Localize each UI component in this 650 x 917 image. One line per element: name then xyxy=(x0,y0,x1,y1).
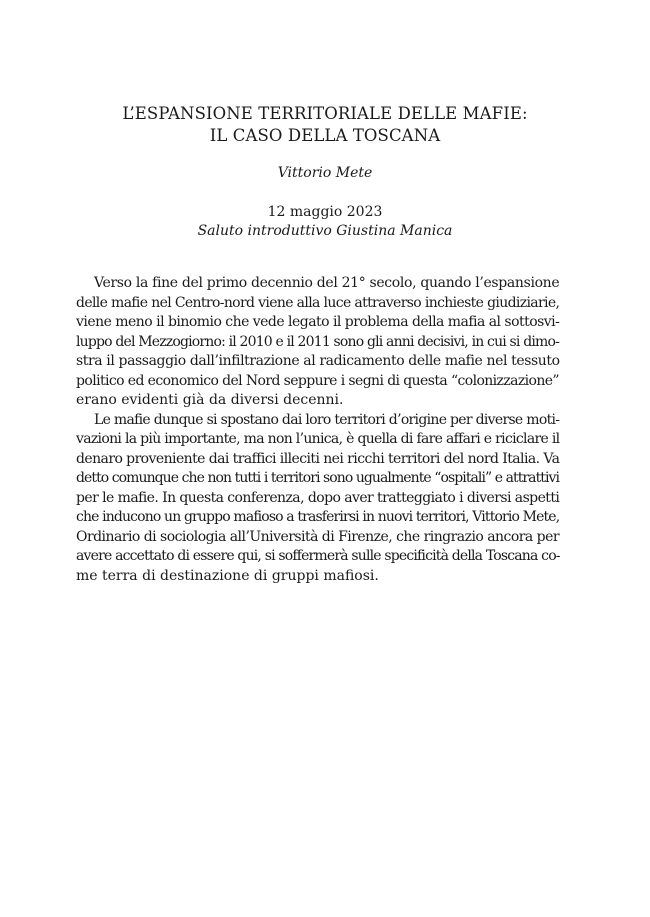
text-line: viene meno il binomio che vede legato il problema della mafia al sottosvi- xyxy=(76,314,560,330)
text-line: denaro proveniente dai traffici illeciti nei ricchi territori del nord Italia. Va xyxy=(76,450,560,467)
text-line: me terra di destinazione di gruppi mafiosi. xyxy=(76,567,379,584)
text-line: Verso la fine del primo decennio del 21° secolo, quando l’espansione xyxy=(94,275,560,291)
text-line: che inducono un gruppo mafioso a trasferirsi in nuovi territori, Vittorio Mete, xyxy=(76,509,560,525)
text-line: vazioni la più importante, ma non l’unica, è quella di fare affari e riciclare il xyxy=(76,431,560,447)
text-line: detto comunque che non tutti i territori sono ugualmente “ospitali” e attrattivi xyxy=(76,470,559,486)
paragraph-2 xyxy=(76,411,559,587)
text-line: luppo del Mezzogiorno: il 2010 e il 2011 sono gli anni decisivi, in cui si dimo- xyxy=(76,333,559,350)
author-name: Vittorio Mete xyxy=(277,165,373,181)
text-line: delle mafie nel Centro-nord viene alla luce attraverso inchieste giudiziarie, xyxy=(76,294,560,311)
greeting-subtitle: Saluto introduttivo Giustina Manica xyxy=(197,223,453,239)
text-line: politico ed economico del Nord seppure i segni di questa “colonizzazione” xyxy=(76,372,559,389)
text-line: Ordinario di sociologia all’Università di Firenze, che ringrazio ancora per xyxy=(76,528,559,545)
title-line-2: IL CASO DELLA TOSCANA xyxy=(209,126,441,145)
title-line-1: L’ESPANSIONE TERRITORIALE DELLE MAFIE: xyxy=(122,104,528,123)
text-line: erano evidenti già da diversi decenni. xyxy=(76,392,344,408)
event-date: 12 maggio 2023 xyxy=(267,204,383,220)
document-title xyxy=(0,103,650,147)
text-line: per le mafie. In questa conferenza, dopo aver tratteggiato i diversi aspetti xyxy=(76,489,560,506)
text-line: stra il passaggio dall’infiltrazione al radicamento delle mafie nel tessuto xyxy=(76,353,560,369)
text-line: avere accettato di essere qui, si soffermerà sulle specificità della Toscana co- xyxy=(76,548,560,564)
text-line: Le mafie dunque si spostano dai loro territori d’origine per diverse moti- xyxy=(94,411,560,428)
paragraph-1 xyxy=(76,274,559,411)
body-text xyxy=(76,274,559,586)
